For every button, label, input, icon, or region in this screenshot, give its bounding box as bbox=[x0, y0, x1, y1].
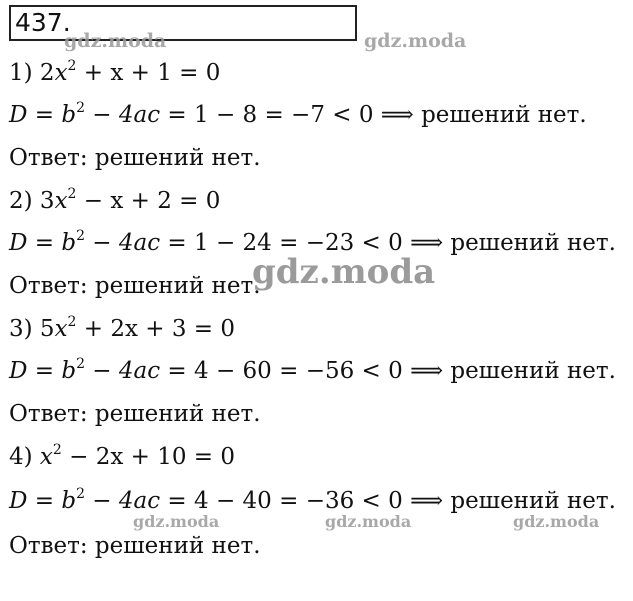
discriminant-mid: − 4ac bbox=[84, 488, 161, 514]
discriminant-left: D = b bbox=[9, 230, 77, 256]
problem-number-box bbox=[9, 5, 357, 41]
discriminant-left: D = b bbox=[9, 358, 77, 384]
discriminant-mid: − 4ac bbox=[84, 102, 161, 128]
coefficient: 3 bbox=[39, 188, 55, 214]
variable: x bbox=[54, 316, 68, 342]
equation-rest: + 2x + 3 = 0 bbox=[76, 316, 236, 342]
equation-index: 2) bbox=[9, 188, 33, 214]
equation-1 bbox=[9, 58, 220, 88]
watermark-logo: gdz.moda bbox=[252, 252, 436, 292]
exponent: 2 bbox=[67, 314, 77, 330]
exponent: 2 bbox=[76, 100, 85, 116]
discriminant-right: = 4 − 40 = −36 < 0 ⟹ решений нет. bbox=[160, 488, 616, 514]
discriminant-left: D = b bbox=[9, 488, 77, 514]
coefficient: 5 bbox=[39, 316, 55, 342]
answer-1: Ответ: решений нет. bbox=[9, 145, 261, 171]
discriminant-1 bbox=[9, 100, 587, 130]
discriminant-mid: − 4ac bbox=[84, 230, 161, 256]
watermark-logo: gdz.moda bbox=[513, 512, 600, 531]
problem-number: 437. bbox=[15, 8, 71, 37]
discriminant-3 bbox=[9, 356, 616, 386]
exponent: 2 bbox=[76, 228, 85, 244]
equation-rest: − 2x + 10 = 0 bbox=[61, 444, 236, 470]
equation-index: 3) bbox=[9, 316, 33, 342]
variable: x bbox=[39, 444, 53, 470]
equation-rest: + x + 1 = 0 bbox=[76, 60, 221, 86]
watermark-logo: gdz.moda bbox=[64, 30, 167, 52]
equation-3 bbox=[9, 314, 235, 344]
equation-rest: − x + 2 = 0 bbox=[76, 188, 221, 214]
answer-4: Ответ: решений нет. bbox=[9, 533, 261, 559]
watermark-logo: gdz.moda bbox=[133, 512, 220, 531]
discriminant-left: D = b bbox=[9, 102, 77, 128]
exponent: 2 bbox=[67, 186, 77, 202]
watermark-logo: gdz.moda bbox=[325, 512, 412, 531]
answer-2: Ответ: решений нет. bbox=[9, 273, 261, 299]
discriminant-right: = 4 − 60 = −56 < 0 ⟹ решений нет. bbox=[160, 358, 616, 384]
equation-index: 1) bbox=[9, 60, 33, 86]
discriminant-right: = 1 − 8 = −7 < 0 ⟹ решений нет. bbox=[160, 102, 587, 128]
variable: x bbox=[54, 60, 68, 86]
exponent: 2 bbox=[67, 58, 77, 74]
discriminant-right: = 1 − 24 = −23 < 0 ⟹ решений нет. bbox=[160, 230, 616, 256]
exponent: 2 bbox=[52, 442, 62, 458]
watermark-logo: gdz.moda bbox=[364, 30, 467, 52]
discriminant-mid: − 4ac bbox=[84, 358, 161, 384]
equation-index: 4) bbox=[9, 444, 33, 470]
variable: x bbox=[54, 188, 68, 214]
coefficient: 2 bbox=[39, 60, 55, 86]
exponent: 2 bbox=[76, 486, 85, 502]
equation-2 bbox=[9, 186, 220, 216]
equation-4 bbox=[9, 442, 235, 472]
answer-3: Ответ: решений нет. bbox=[9, 401, 261, 427]
exponent: 2 bbox=[76, 356, 85, 372]
